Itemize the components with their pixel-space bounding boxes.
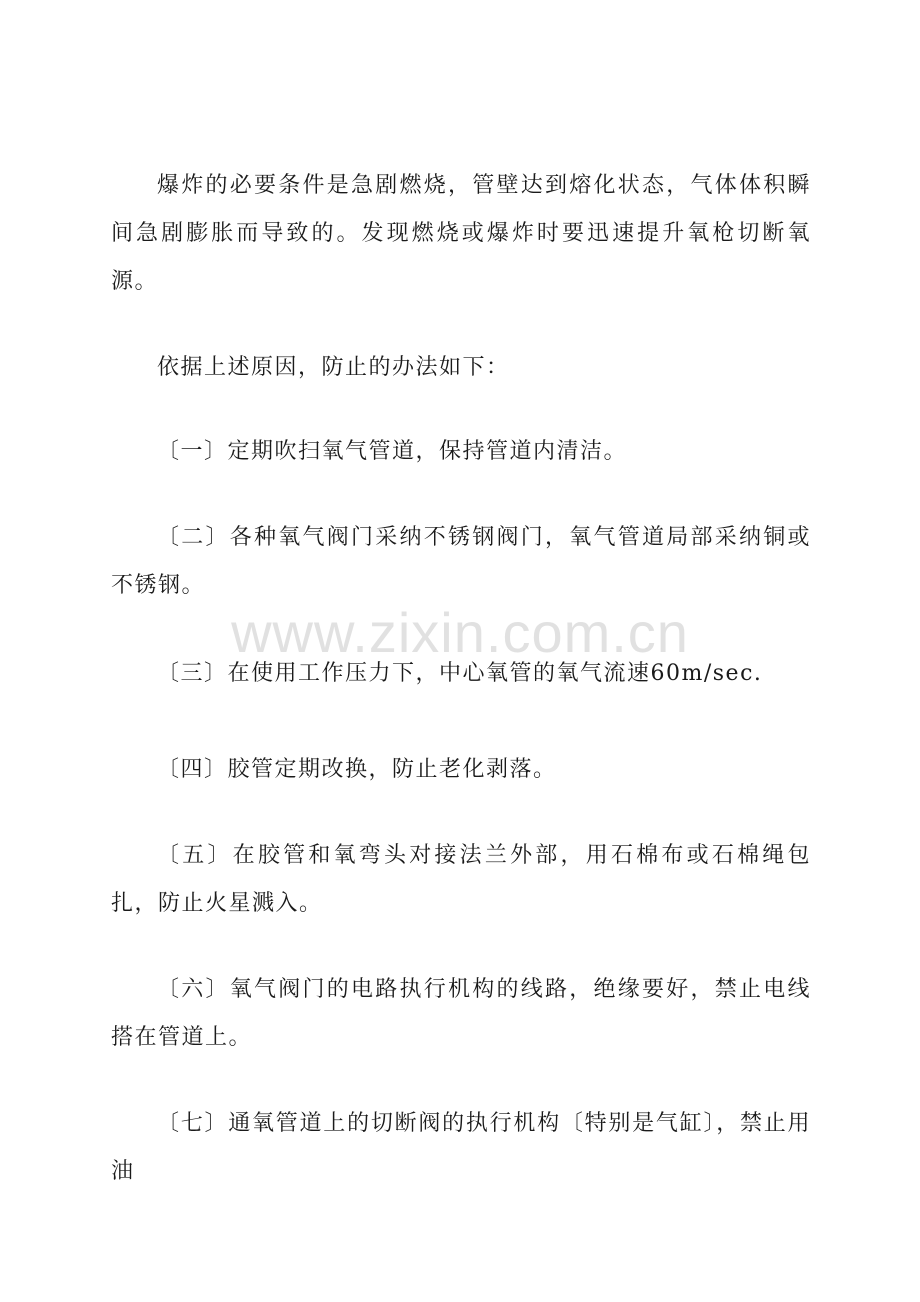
document-body bbox=[111, 162, 811, 1234]
paragraph-item-1: 〔一〕定期吹扫氧气管道，保持管道内清洁。 bbox=[157, 439, 628, 464]
paragraph-item-6: 〔六〕氧气阀门的电路执行机构的线路，绝缘要好，禁止电线搭在管道上。 bbox=[111, 977, 811, 1050]
watermark-text: www.zixin.com.cn bbox=[231, 601, 689, 664]
paragraph-explosion-conditions: 爆炸的必要条件是急剧燃烧，管壁达到熔化状态，气体体积瞬间急剧膨胀而导致的。发现燃烧或爆炸时要迅速提升氧枪切断氧源。 bbox=[111, 173, 811, 294]
paragraph-prevention-intro: 依据上述原因，防止的办法如下： bbox=[157, 355, 510, 380]
paragraph-item-4: 〔四〕胶管定期改换，防止老化剥落。 bbox=[157, 757, 557, 782]
paragraph-item-2: 〔二〕各种氧气阀门采纳不锈钢阀门，氧气管道局部采纳铜或不锈钢。 bbox=[111, 525, 811, 598]
paragraph-item-7: 〔七〕通氧管道上的切断阀的执行机构〔特别是气缸〕，禁止用油 bbox=[111, 1111, 811, 1184]
paragraph-item-3: 〔三〕在使用工作压力下，中心氧管的氧气流速60m/sec. bbox=[157, 661, 763, 686]
paragraph-item-5: 〔五〕在胶管和氧弯头对接法兰外部，用石棉布或石棉绳包扎，防止火星溅入。 bbox=[111, 843, 811, 916]
